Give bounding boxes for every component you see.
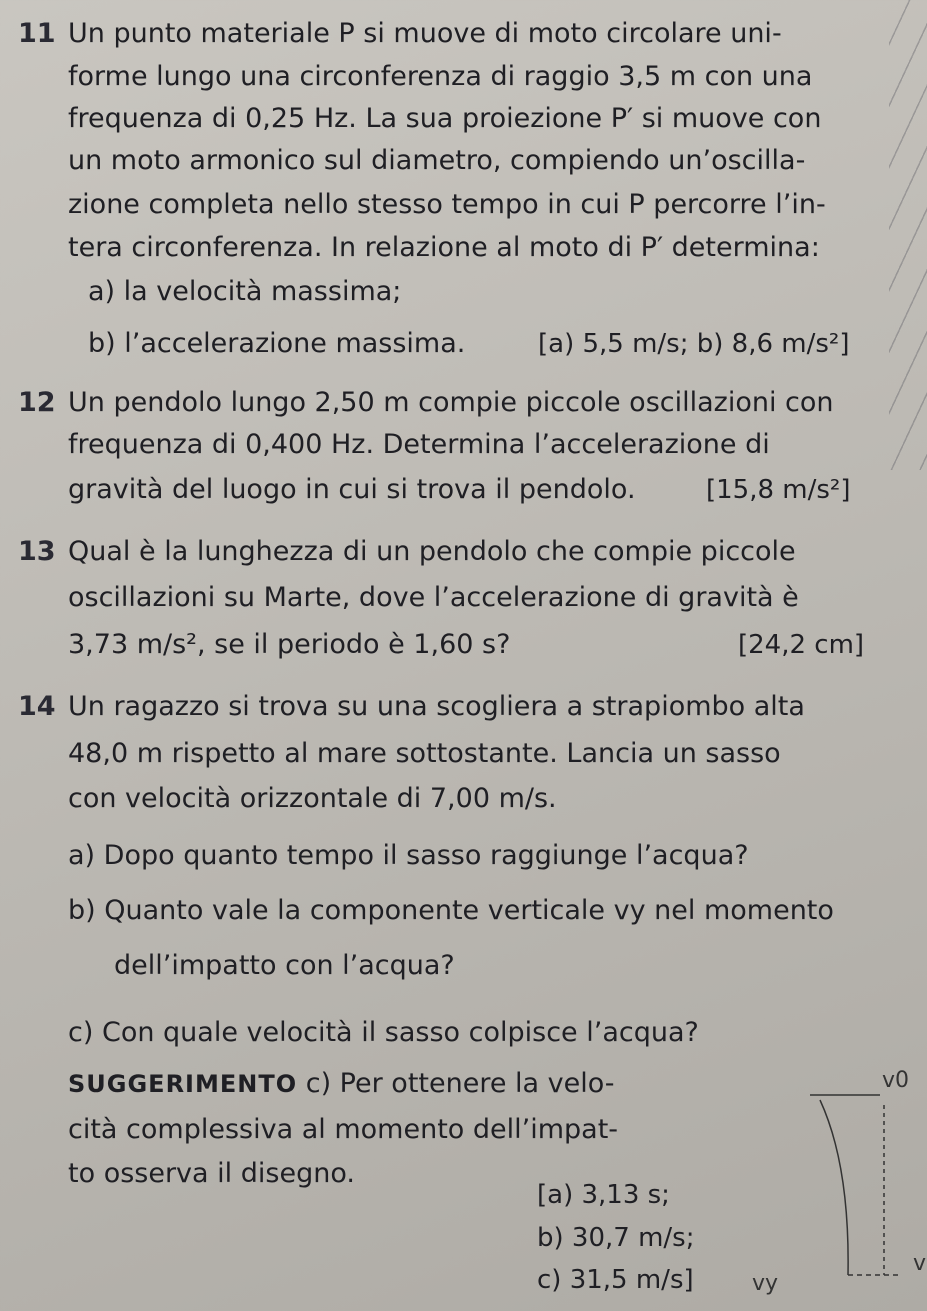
problem-11-line-3: frequenza di 0,25 Hz. La sua proiezione P′ si muove con — [68, 103, 822, 134]
problem-11-line-6: tera circonferenza. In relazione al moto di P′ determina: — [68, 232, 820, 263]
problem-11-answer: [a) 5,5 m/s; b) 8,6 m/s²] — [538, 329, 850, 359]
problem-14-line-1: 14 Un ragazzo si trova su una scogliera a strapiombo alta — [18, 689, 927, 725]
problem-14-item-a: a) Dopo quanto tempo il sasso raggiunge l’acqua? — [68, 840, 749, 871]
suggestion-label: SUGGERIMENTO — [68, 1070, 298, 1098]
problem-13-line-3: 3,73 m/s², se il periodo è 1,60 s? — [68, 629, 511, 660]
problem-11-item-b: b) l’accelerazione massima. — [88, 328, 466, 359]
trajectory — [820, 1100, 848, 1275]
problem-14-answer-c: c) 31,5 m/s] — [537, 1265, 694, 1295]
problem-14-line-3: con velocità orizzontale di 7,00 m/s. — [68, 783, 557, 814]
problem-11-item-a: a) la velocità massima; — [88, 276, 402, 307]
problem-14-answer-a: [a) 3,13 s; — [537, 1180, 670, 1210]
problem-13-line-1: 13 Qual è la lunghezza di un pendolo che compie piccole — [18, 534, 927, 570]
problem-11-line-4: un moto armonico sul diametro, compiendo un’oscilla- — [68, 145, 806, 176]
problem-14-item-c: c) Con quale velocità il sasso colpisce l’acqua? — [68, 1017, 699, 1048]
velocity-diagram — [700, 1045, 927, 1311]
problem-number: 14 — [18, 691, 56, 722]
problem-13-line-2: oscillazioni su Marte, dove l’accelerazione di gravità è — [68, 582, 799, 613]
problem-number: 13 — [18, 536, 56, 567]
suggestion-line-3: to osserva il disegno. — [68, 1158, 355, 1189]
problem-14-line-2: 48,0 m rispetto al mare sottostante. Lancia un sasso — [68, 738, 781, 769]
problem-12-line-1: 12 Un pendolo lungo 2,50 m compie piccole oscillazioni con — [18, 385, 927, 421]
v-label: v — [913, 1251, 927, 1276]
problem-11-line-2: forme lungo una circonferenza di raggio 3,5 m con una — [68, 61, 813, 92]
problem-12-line-2: frequenza di 0,400 Hz. Determina l’accelerazione di — [68, 429, 770, 460]
problem-12-line-3: gravità del luogo in cui si trova il pendolo. — [68, 474, 636, 505]
problem-12-answer: [15,8 m/s²] — [706, 475, 851, 505]
v0-label: v0 — [882, 1068, 910, 1093]
problem-14-item-b: b) Quanto vale la componente verticale vy nel momento — [68, 895, 834, 926]
suggestion-line-2: cità complessiva al momento dell’impat- — [68, 1114, 619, 1145]
problem-11-line-5: zione completa nello stesso tempo in cui P percorre l’in- — [68, 189, 826, 220]
suggestion-line-1: SUGGERIMENTO c) Per ottenere la velo- — [68, 1068, 615, 1099]
problem-number: 12 — [18, 387, 56, 418]
problem-14-item-b-cont: dell’impatto con l’acqua? — [114, 950, 455, 981]
problem-11-line-1: 11 Un punto materiale P si muove di moto circolare uni- — [18, 16, 927, 52]
problem-number: 11 — [18, 18, 56, 49]
problem-13-answer: [24,2 cm] — [738, 630, 865, 660]
vy-label: vy — [752, 1271, 779, 1296]
problem-14-answer-b: b) 30,7 m/s; — [537, 1223, 695, 1253]
